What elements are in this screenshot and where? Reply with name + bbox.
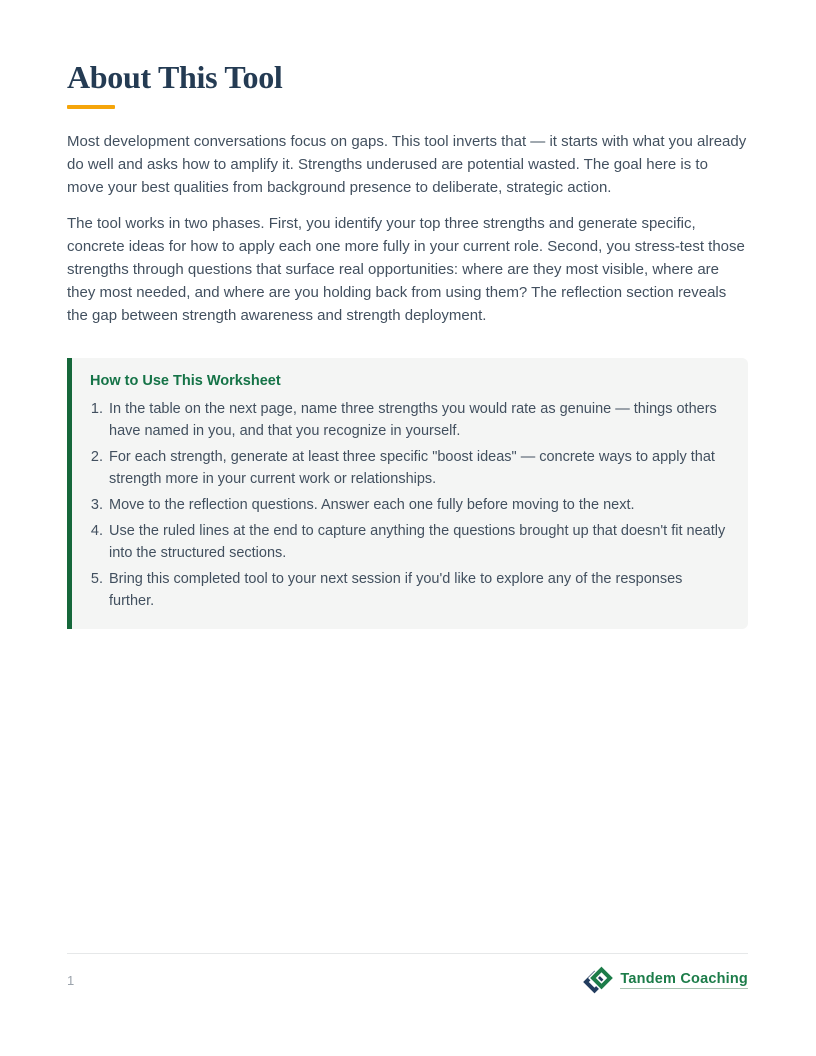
page-title: About This Tool [67, 59, 283, 95]
how-to-use-callout [67, 358, 748, 629]
tandem-coaching-logo[interactable] [583, 965, 748, 995]
intro-paragraph-2: The tool works in two phases. First, you identify your top three strengths and generate specific, concrete ideas for how to apply each one more fully in your current role. Second, you stress-test those strengths through questions that surface real opportunities: where are they most visible, where are they most needed, and where are you holding back from using them? The reflection section reveals the gap between strength awareness and strength deployment. [67, 215, 745, 324]
page-footer [67, 953, 748, 995]
howto-step: 5. Bring this completed tool to your next session if you'd like to explore any of the responses further. [107, 568, 728, 612]
howto-step: 4. Use the ruled lines at the end to capture anything the questions brought up that doesn't fit neatly into the structured sections. [107, 520, 728, 564]
intro-section [67, 130, 748, 327]
howto-step: 1. In the table on the next page, name three strengths you would rate as genuine — things others have named in you, and that you recognize in yourself. [107, 398, 728, 442]
howto-step: 2. For each strength, generate at least three specific "boost ideas" — concrete ways to apply that strength more in your current work or relationships. [107, 446, 728, 490]
title-accent-rule [67, 105, 115, 109]
interlocking-diamonds-icon [583, 965, 613, 995]
page-number: 1 [67, 972, 75, 988]
howto-steps-list [90, 398, 728, 612]
callout-title: How to Use This Worksheet [90, 373, 281, 389]
brand-name: Tandem Coaching [620, 971, 748, 987]
intro-paragraph-1: Most development conversations focus on gaps. This tool inverts that — it starts with what you already do well and asks how to amplify it. Strengths underused are potential wasted. The goal here is to move your best qualities from background presence to deliberate, strategic action. [67, 133, 747, 196]
howto-step: 3. Move to the reflection questions. Answer each one fully before moving to the next. [107, 494, 728, 516]
